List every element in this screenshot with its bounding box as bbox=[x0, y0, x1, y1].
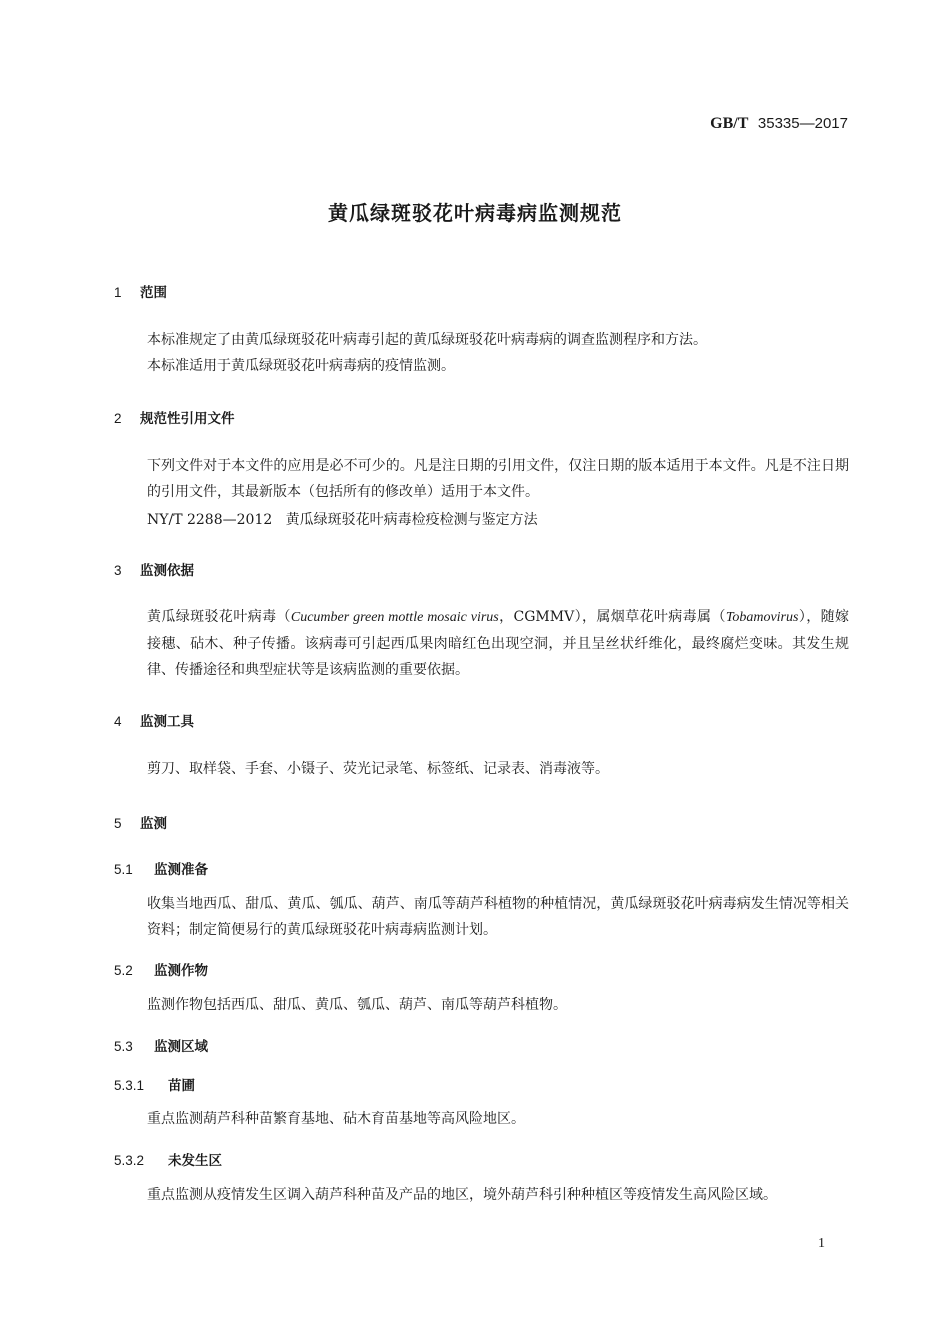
text-run: ），随嫁接穗、砧木、种子传播。该病毒可引起西瓜果肉暗红色出现空洞，并且呈丝状纤维化，最终腐烂变味。其发生规律、传播途径和典型症状等是该病监测的重要依据。 bbox=[147, 609, 849, 678]
paragraph-text: 剪刀、取样袋、手套、小镊子、荧光记录笔、标签纸、记录表、消毒液等。 bbox=[147, 761, 609, 777]
section-number: 5.2 bbox=[114, 963, 133, 978]
paragraph-text bbox=[114, 604, 849, 683]
section-number: 4 bbox=[114, 714, 122, 729]
section-5-heading bbox=[114, 812, 167, 832]
paragraph-text: 本标准适用于黄瓜绿斑驳花叶病毒病的疫情监测。 bbox=[147, 358, 455, 374]
section-5-2-heading bbox=[114, 959, 208, 979]
section-number: 5.3 bbox=[114, 1039, 133, 1054]
document-title: 黄瓜绿斑驳花叶病毒病监测规范 bbox=[328, 201, 622, 225]
section-2-heading bbox=[114, 407, 235, 427]
section-number: 5 bbox=[114, 816, 122, 831]
section-title: 监测 bbox=[140, 816, 167, 832]
standard-prefix: GB/T bbox=[710, 115, 749, 132]
section-4-heading bbox=[114, 710, 194, 730]
section-title: 规范性引用文件 bbox=[140, 411, 235, 427]
section-title: 未发生区 bbox=[168, 1153, 222, 1169]
section-1-paragraph-1 bbox=[114, 327, 849, 353]
latin-name: Cucumber green mottle mosaic virus bbox=[290, 610, 499, 625]
section-number: 1 bbox=[114, 285, 122, 300]
section-5-3-2-heading bbox=[114, 1149, 222, 1169]
section-number: 2 bbox=[114, 411, 122, 426]
section-5-3-1-paragraph-1 bbox=[114, 1106, 849, 1132]
genus-name: Tobamovirus bbox=[725, 610, 799, 625]
text-run: 黄瓜绿斑驳花叶病毒（ bbox=[147, 609, 291, 625]
section-title: 监测作物 bbox=[154, 963, 208, 979]
section-number: 5.1 bbox=[114, 862, 133, 877]
section-5-3-heading bbox=[114, 1035, 208, 1055]
page-number: 1 bbox=[818, 1236, 825, 1251]
section-title: 苗圃 bbox=[168, 1078, 195, 1094]
section-5-2-paragraph-1 bbox=[114, 992, 849, 1018]
section-title: 范围 bbox=[140, 285, 167, 301]
paragraph-text: 本标准规定了由黄瓜绿斑驳花叶病毒引起的黄瓜绿斑驳花叶病毒病的调查监测程序和方法。 bbox=[147, 332, 707, 348]
reference-code: NY/T 2288—2012 bbox=[147, 512, 273, 528]
standard-code bbox=[600, 114, 848, 133]
standard-number: 35335—2017 bbox=[757, 115, 848, 132]
paragraph-text: 重点监测葫芦科种苗繁育基地、砧木育苗基地等高风险地区。 bbox=[147, 1111, 525, 1127]
section-3-heading bbox=[114, 559, 194, 579]
section-title: 监测区域 bbox=[154, 1039, 208, 1055]
paragraph-text: 监测作物包括西瓜、甜瓜、黄瓜、瓠瓜、葫芦、南瓜等葫芦科植物。 bbox=[147, 997, 567, 1013]
section-number: 5.3.2 bbox=[114, 1153, 145, 1168]
section-5-3-1-heading bbox=[114, 1074, 195, 1094]
section-title: 监测准备 bbox=[154, 862, 208, 878]
section-5-3-2-paragraph-1 bbox=[114, 1182, 849, 1208]
text-run: ，CGMMV），属烟草花叶病毒属（ bbox=[498, 609, 726, 625]
section-1-paragraph-2 bbox=[114, 353, 849, 379]
section-title: 监测依据 bbox=[140, 563, 194, 579]
section-3-paragraph-1 bbox=[114, 604, 849, 683]
paragraph-text: 收集当地西瓜、甜瓜、黄瓜、瓠瓜、葫芦、南瓜等葫芦科植物的种植情况，黄瓜绿斑驳花叶病毒病发生情况等相关资料；制定简便易行的黄瓜绿斑驳花叶病毒病监测计划。 bbox=[147, 896, 849, 938]
reference-title: 黄瓜绿斑驳花叶病毒检疫检测与鉴定方法 bbox=[285, 512, 538, 528]
section-number: 3 bbox=[114, 563, 122, 578]
section-1-heading bbox=[114, 281, 167, 301]
paragraph-text: 重点监测从疫情发生区调入葫芦科种苗及产品的地区，境外葫芦科引种种植区等疫情发生高风险区域。 bbox=[147, 1187, 777, 1203]
section-5-1-heading bbox=[114, 858, 208, 878]
paragraph-text: 下列文件对于本文件的应用是必不可少的。凡是注日期的引用文件，仅注日期的版本适用于本文件。凡是不注日期的引用文件，其最新版本（包括所有的修改单）适用于本文件。 bbox=[147, 458, 849, 500]
section-2-paragraph-1 bbox=[114, 453, 849, 505]
normative-reference bbox=[147, 509, 538, 529]
section-4-paragraph-1 bbox=[114, 756, 849, 782]
section-number: 5.3.1 bbox=[114, 1078, 145, 1093]
section-5-1-paragraph-1 bbox=[114, 891, 849, 943]
section-title: 监测工具 bbox=[140, 714, 194, 730]
